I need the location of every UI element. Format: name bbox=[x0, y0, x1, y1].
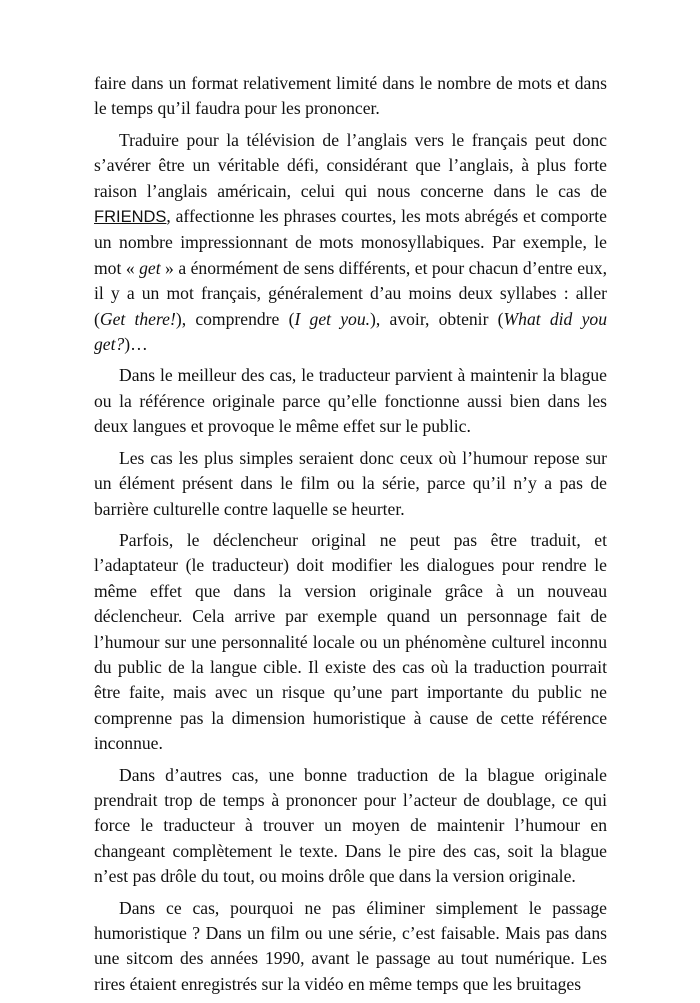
friends-title: FRIENDS bbox=[94, 208, 167, 227]
document-page bbox=[94, 71, 607, 1003]
paragraph-3: Dans le meilleur des cas, le traducteur parvient à maintenir la blague ou la référence originale parce qu’elle fonctionne aussi bien dans les deux langues et provoque le même effet sur le public. bbox=[94, 365, 607, 437]
paragraph-2-text-b: , affectionne les phrases courtes, les mots abrégés et comporte un nombre impressionnant de mots monosyllabiques. Par exemple, le mot « bbox=[94, 206, 607, 278]
paragraph-4: Les cas les plus simples seraient donc ceux où l’humour repose sur un élément présent dans le film ou la série, parce qu’il n’y a pas de barrière culturelle contre laquelle se heurter. bbox=[94, 447, 607, 519]
paragraph-2-text-f: )… bbox=[124, 334, 148, 355]
example-what-did-you-get: What did you get? bbox=[94, 308, 607, 355]
paragraph-2-text-c: » a énormément de sens différents, et pour chacun d’entre eux, il y a un mot français, généralement d’au moins deux syllabes : aller ( bbox=[94, 257, 607, 329]
paragraph-1: faire dans un format relativement limité dans le nombre de mots et dans le temps qu’il faudra pour les prononcer. bbox=[94, 73, 607, 119]
paragraph-7: Dans ce cas, pourquoi ne pas éliminer simplement le passage humoristique ? Dans un film ou une série, c’est faisable. Mais pas dans une sitcom des années 1990, avant le passage au tout numérique. Les rires étaient enregistrés sur la vidéo en même temps que les bruitages bbox=[94, 897, 607, 994]
example-i-get-you: I get you. bbox=[294, 308, 371, 329]
paragraph-5: Parfois, le déclencheur original ne peut pas être traduit, et l’adaptateur (le traducteur) doit modifier les dialogues pour rendre le même effet que dans la version originale grâce à un nouveau déclencheur. Cela arrive par exemple quand un personnage fait de l’humour sur une personnalité locale ou un phénomène culturel inconnu du public de la langue cible. Il existe des cas où la traduction pourrait être faite, mais avec un risque qu’une part importante du public ne comprenne pas la dimension humoristique à cause de cette référence inconnue. bbox=[94, 529, 607, 754]
example-get-there: Get there! bbox=[99, 308, 176, 329]
word-get: get bbox=[139, 257, 161, 278]
paragraph-2-text-e: ), avoir, obtenir ( bbox=[370, 308, 504, 329]
paragraph-2 bbox=[94, 128, 607, 358]
paragraph-6: Dans d’autres cas, une bonne traduction de la blague originale prendrait trop de temps à prononcer pour l’acteur de doublage, ce qui force le traducteur à trouver un moyen de maintenir l’humour en changeant complètement le texte. Dans le pire des cas, soit la blague n’est pas drôle du tout, ou moins drôle que dans la version originale. bbox=[94, 764, 607, 887]
paragraph-2-text-d: ), comprendre ( bbox=[175, 308, 295, 329]
paragraph-2-text-a: Traduire pour la télévision de l’anglais vers le français peut donc s’avérer être un véritable défi, considérant que l’anglais, à plus forte raison l’anglais américain, celui qui nous concerne dans le cas de bbox=[94, 129, 607, 201]
